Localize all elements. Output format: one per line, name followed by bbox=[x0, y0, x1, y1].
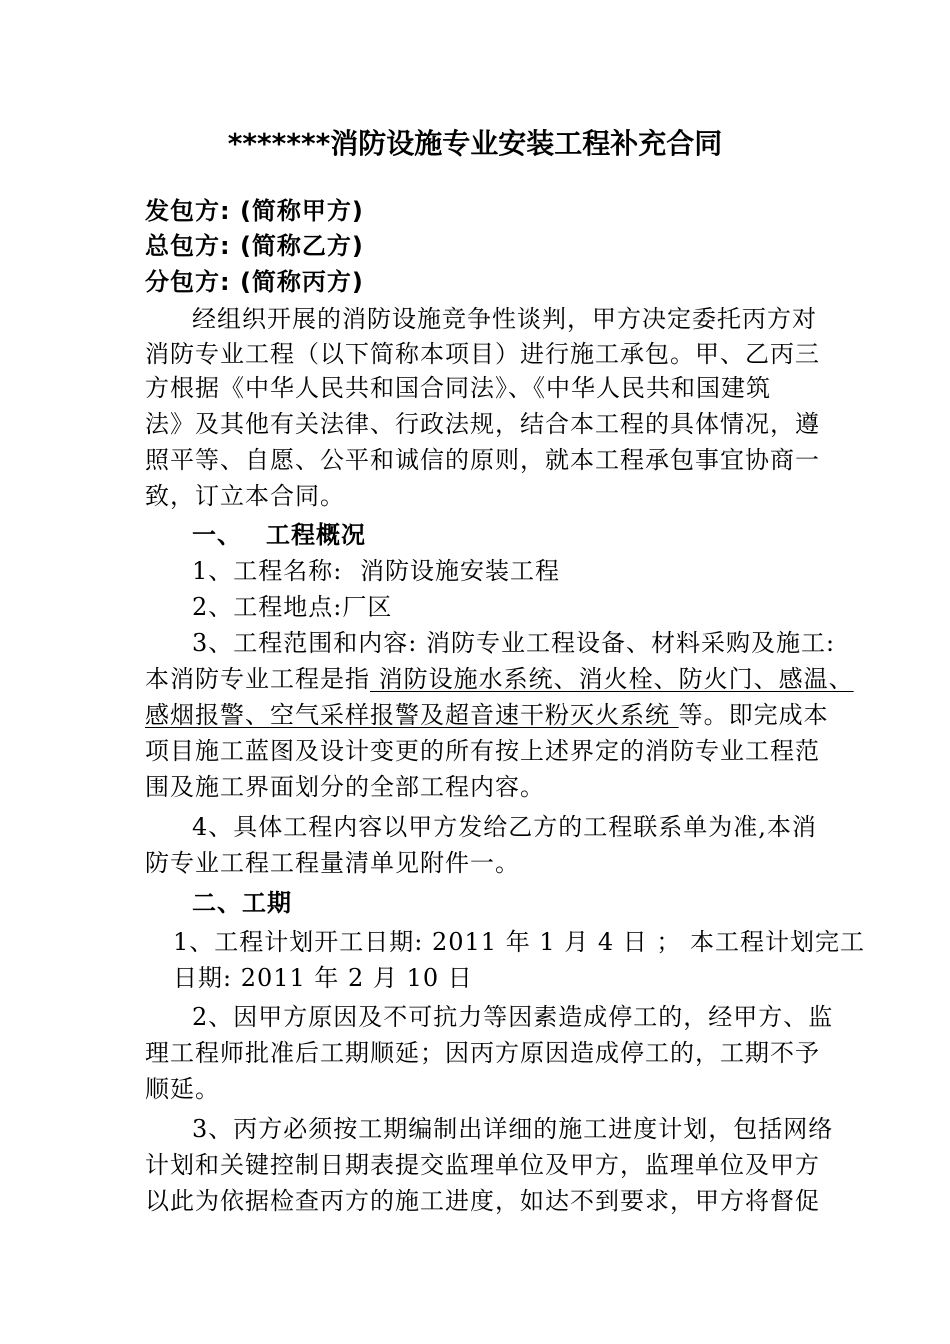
item3-underlined-scope-1: 消防设施水系统、消火栓、防火门、感温、 bbox=[370, 665, 854, 693]
item3-suffix: 等。即完成本 bbox=[678, 701, 829, 729]
section2-item3-line3: 以此为依据检查丙方的施工进度，如达不到要求，甲方将督促 bbox=[145, 1187, 820, 1215]
intro-line-6: 致，订立本合同。 bbox=[145, 482, 345, 510]
section2-item1-line2: 日期: 2011 年 2 月 10 日 bbox=[173, 964, 473, 992]
party-zongbao: 总包方: (简称乙方) bbox=[145, 232, 364, 260]
document-title: *******消防设施专业安装工程补充合同 bbox=[227, 127, 723, 160]
section1-item2: 2、工程地点:厂区 bbox=[192, 593, 393, 621]
section2-item2-line1: 2、因甲方原因及不可抗力等因素造成停工的，经甲方、监 bbox=[192, 1003, 834, 1031]
section1-item3-line5: 围及施工界面划分的全部工程内容。 bbox=[145, 773, 545, 801]
section1-item1-label: 1、工程名称: bbox=[192, 557, 343, 585]
section1-item3-line3 bbox=[145, 700, 829, 730]
section1-heading: 工程概况 bbox=[266, 521, 366, 549]
section1-item3-line4: 项目施工蓝图及设计变更的所有按上述界定的消防专业工程范 bbox=[145, 737, 820, 765]
section1-heading-number: 一、 bbox=[192, 521, 242, 549]
party-fenbao: 分包方: (简称丙方) bbox=[145, 268, 364, 296]
intro-line-5: 照平等、自愿、公平和诚信的原则，就本工程承包事宜协商一 bbox=[145, 446, 820, 474]
intro-line-1: 经组织开展的消防设施竞争性谈判，甲方决定委托丙方对 bbox=[192, 305, 817, 333]
section1-item4-line2: 防专业工程工程量清单见附件一。 bbox=[145, 849, 520, 877]
item3-prefix: 本消防专业工程是指 bbox=[145, 665, 370, 693]
section2-item2-line2: 理工程师批准后工期顺延；因丙方原因造成停工的，工期不予 bbox=[145, 1039, 820, 1067]
section1-item1-value: 消防设施安装工程 bbox=[360, 557, 560, 585]
section2-heading: 二、工期 bbox=[192, 889, 292, 917]
intro-line-4: 法》及其他有关法律、行政法规，结合本工程的具体情况，遵 bbox=[145, 410, 820, 438]
intro-line-3: 方根据《中华人民共和国合同法》、《中华人民共和国建筑 bbox=[145, 374, 771, 402]
item3-underlined-scope-2: 感烟报警、空气采样报警及超音速干粉灭火系统 bbox=[145, 701, 679, 729]
section2-item3-line1: 3、丙方必须按工期编制出详细的施工进度计划，包括网络 bbox=[192, 1115, 834, 1143]
section1-item3-line2 bbox=[145, 664, 854, 694]
section2-item1-line1: 1、工程计划开工日期: 2011 年 1 月 4 日 ； 本工程计划完工 bbox=[173, 928, 866, 956]
section1-item4-line1: 4、具体工程内容以甲方发给乙方的工程联系单为准,本消 bbox=[192, 813, 817, 841]
section2-item2-line3: 顺延。 bbox=[145, 1075, 220, 1103]
section2-item3-line2: 计划和关键控制日期表提交监理单位及甲方，监理单位及甲方 bbox=[145, 1151, 820, 1179]
section1-item3-line1: 3、工程范围和内容: 消防专业工程设备、材料采购及施工: bbox=[192, 629, 836, 657]
intro-line-2: 消防专业工程（以下简称本项目）进行施工承包。甲、乙丙三 bbox=[145, 340, 820, 368]
party-fabao: 发包方: (简称甲方) bbox=[145, 197, 364, 225]
